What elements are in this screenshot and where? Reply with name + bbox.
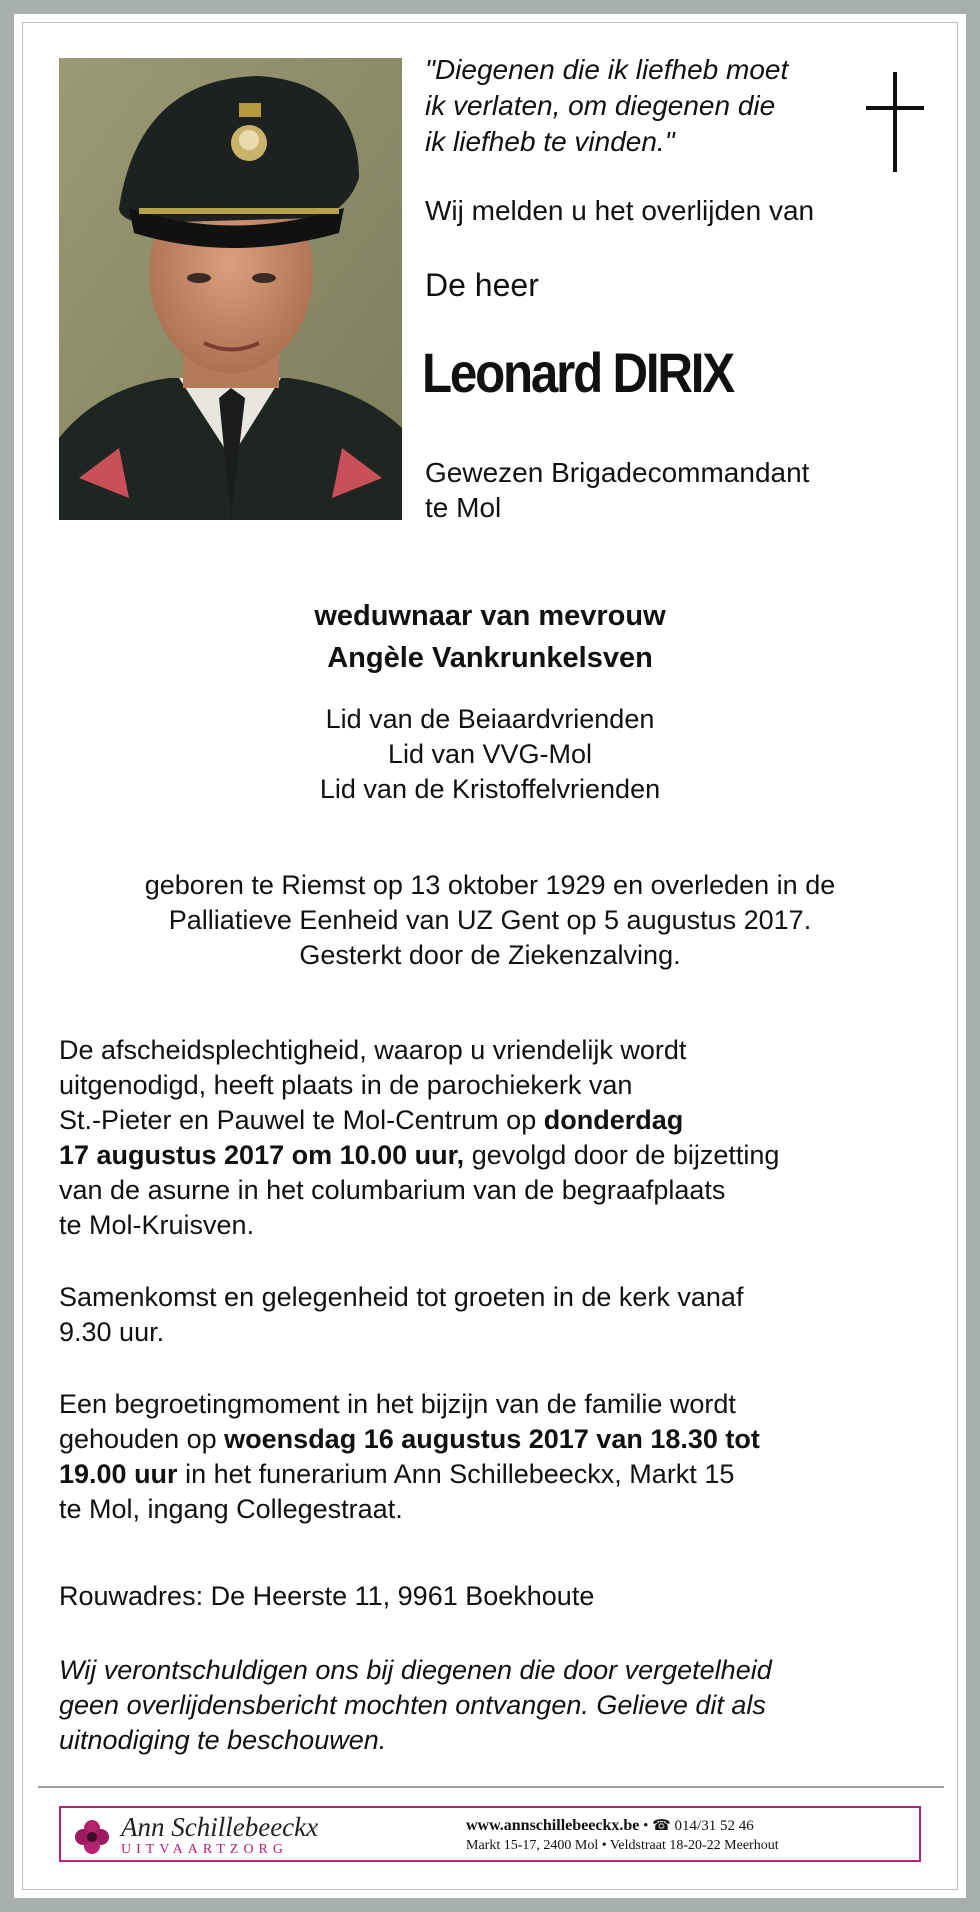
membership-item: Lid van de Kristoffelvrienden xyxy=(319,774,661,804)
company-subtitle: UITVAARTZORG xyxy=(121,1842,289,1857)
function-line: Gewezen Brigadecommandant xyxy=(425,457,810,488)
viewing-text: gehouden op xyxy=(59,1424,225,1454)
ceremony-text: St.-Pieter en Pauwel te Mol-Centrum op xyxy=(59,1105,544,1135)
mourning-address: Rouwadres: De Heerste 11, 9961 Boekhoute xyxy=(59,1581,595,1611)
ceremony-line xyxy=(59,1138,779,1173)
phone-number: 014/31 52 46 xyxy=(674,1818,754,1834)
quote-line: ik liefheb te vinden." xyxy=(425,126,675,157)
gathering-line: 9.30 uur. xyxy=(59,1317,165,1347)
quote-line: "Diegenen die ik liefheb moet xyxy=(425,54,789,85)
viewing-paragraph xyxy=(59,1387,760,1527)
ceremony-line: van de asurne in het columbarium van de begraafplaats xyxy=(59,1175,726,1205)
cross-icon xyxy=(866,72,924,172)
poppy-logo-icon xyxy=(73,1818,111,1856)
ceremony-date: 17 augustus 2017 om 10.00 uur, xyxy=(59,1140,465,1170)
contact-line xyxy=(466,1816,754,1835)
gathering-paragraph xyxy=(59,1280,743,1350)
viewing-time: 19.00 uur xyxy=(59,1459,178,1489)
membership-item: Lid van VVG-Mol xyxy=(387,739,593,769)
birth-death-info xyxy=(0,868,980,973)
viewing-line xyxy=(59,1422,760,1457)
birth-death-line: geboren te Riemst op 13 oktober 1929 en overleden in de xyxy=(144,870,836,900)
widower-of xyxy=(0,595,980,679)
widow-line: Angèle Vankrunkelsven xyxy=(327,642,653,674)
website-link[interactable]: www.annschillebeeckx.be xyxy=(466,1817,640,1834)
widow-line: weduwnaar van mevrouw xyxy=(314,600,666,632)
company-name: Ann Schillebeeckx xyxy=(121,1812,319,1842)
ceremony-line xyxy=(59,1103,779,1138)
company-addresses: Markt 15-17, 2400 Mol • Veldstraat 18-20-22 Meerhout xyxy=(466,1838,779,1853)
portrait-photo xyxy=(59,58,402,520)
quote xyxy=(425,52,788,160)
ceremony-line: uitgenodigd, heeft plaats in de parochiekerk van xyxy=(59,1070,633,1100)
separator: • xyxy=(639,1818,653,1834)
birth-death-line: Palliatieve Eenheid van UZ Gent op 5 augustus 2017. xyxy=(168,905,812,935)
viewing-line: te Mol, ingang Collegestraat. xyxy=(59,1494,403,1524)
viewing-line: Een begroetingmoment in het bijzijn van de familie wordt xyxy=(59,1389,736,1419)
closing-line: Wij verontschuldigen ons bij diegenen die door vergetelheid xyxy=(59,1655,772,1685)
viewing-line xyxy=(59,1457,760,1492)
viewing-text: in het funerarium Ann Schillebeeckx, Markt 15 xyxy=(177,1459,735,1489)
membership-item: Lid van de Beiaardvrienden xyxy=(325,704,655,734)
ceremony-line: De afscheidsplechtigheid, waarop u vriendelijk wordt xyxy=(59,1035,687,1065)
function-line: te Mol xyxy=(425,492,502,523)
ceremony-line: te Mol-Kruisven. xyxy=(59,1210,255,1240)
footer-divider xyxy=(38,1786,944,1788)
quote-line: ik verlaten, om diegenen die xyxy=(425,90,776,121)
funeral-home-footer xyxy=(59,1806,921,1862)
memberships xyxy=(0,702,980,807)
gathering-line: Samenkomst en gelegenheid tot groeten in de kerk vanaf xyxy=(59,1282,744,1312)
ceremony-text: gevolgd door de bijzetting xyxy=(464,1140,780,1170)
ceremony-day: donderdag xyxy=(543,1105,684,1135)
closing-note xyxy=(59,1653,772,1758)
phone-icon: ☎ xyxy=(652,1818,671,1834)
birth-death-line: Gesterkt door de Ziekenzalving. xyxy=(299,940,681,970)
viewing-date: woensdag 16 augustus 2017 van 18.30 tot xyxy=(224,1424,760,1454)
closing-line: uitnodiging te beschouwen. xyxy=(59,1725,387,1755)
ceremony-paragraph xyxy=(59,1033,779,1243)
deceased-name: Leonard DIRIX xyxy=(422,341,733,404)
closing-line: geen overlijdensbericht mochten ontvangen. Gelieve dit als xyxy=(59,1690,766,1720)
announcement: Wij melden u het overlijden van xyxy=(425,195,815,226)
honorific: De heer xyxy=(425,267,539,303)
function xyxy=(425,455,809,525)
